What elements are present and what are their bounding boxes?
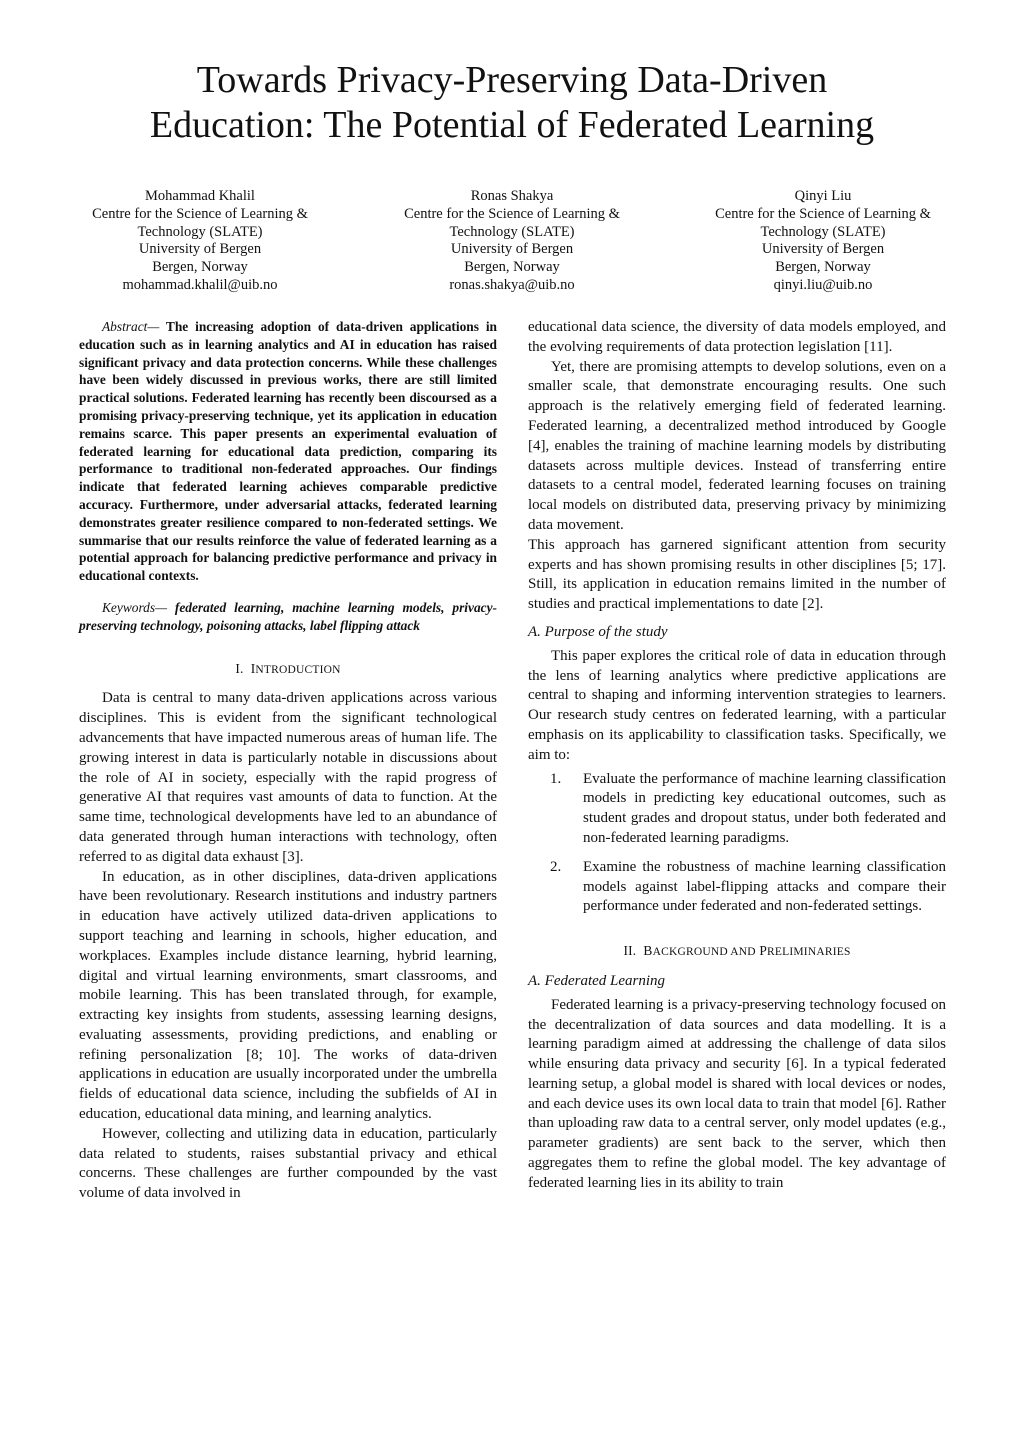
body-paragraph: However, collecting and utilizing data in education, particularly data related to students, raises substantial privacy and ethical concerns. These challenges are further compounded by the vast volume of data involved in: [79, 1125, 497, 1202]
author-university: University of Bergen: [450, 241, 574, 258]
subsection-heading-purpose: A. Purpose of the study: [528, 623, 668, 640]
section-title-rest: RELIMINARIES: [767, 946, 851, 959]
author-name: Qinyi Liu: [794, 188, 852, 204]
author-1: [60, 188, 340, 295]
keywords-text: federated learning, machine learning models, privacy-preserving technology, poisoning attacks, label flipping attack: [79, 599, 497, 633]
body-paragraph: Data is central to many data-driven applications across various disciplines. This is evident from the significant technological advancements that have impacted numerous areas of human life. The growing interest in data is particularly notable in discussions about the role of AI in society, especially with the rapid progress of generative AI that requires vast amounts of data to function. At the same time, technological developments have led to an abundance of data generated through human interactions with technology, often referred to as digital data exhaust [3].: [79, 690, 497, 865]
list-item: [528, 770, 946, 849]
right-column: [528, 318, 946, 1194]
section-title-initial: B: [643, 943, 653, 959]
author-2: [372, 188, 652, 295]
author-email[interactable]: ronas.shakya@uib.no: [449, 276, 575, 293]
title-line-2: Education: The Potential of Federated Learning: [149, 104, 875, 146]
author-university: University of Bergen: [761, 241, 885, 258]
list-item-text: Evaluate the performance of machine learning classification models in predicting key educational outcomes, such as student grades and dropout status, under both federated and non-federated learning paradigms.: [583, 770, 946, 846]
abstract-label: Abstract—: [102, 319, 160, 334]
section-title-rest: NTRODUCTION: [255, 663, 341, 676]
keywords: [79, 599, 497, 635]
title-line-1: Towards Privacy-Preserving Data-Driven: [196, 59, 828, 101]
section-title-initial: I: [250, 660, 256, 676]
section-title-rest: ACKGROUND AND: [652, 946, 756, 959]
body-paragraph: This paper explores the critical role of data in education through the lens of learning analytics where predictive applications are central to shaping and informing intervention strategies to learners. Our research study centres on federated learning, with a particular emphasis on its applicability to classification tasks. Specifically, we aim to:: [528, 647, 946, 763]
paper-title: [60, 58, 964, 148]
author-affiliation: Centre for the Science of Learning &: [92, 205, 308, 222]
author-name: Ronas Shakya: [470, 188, 554, 204]
body-paragraph: In education, as in other disciplines, data-driven applications have been revolutionary. Research institutions and industry partners in education have actively utilized data-driven applications to support teaching and learning in schools, higher education, and workplaces. Examples include distance learning, hybrid learning, digital and virtual learning environments, smart classrooms, and mobile learning. This has been translated through, for example, extracting key insights from students, assessing learning designs, evaluating assessments, providing predictions, and enabling or refining personalization [8; 10]. The works of data-driven applications in education are usually incorporated under the umbrella fields of educational data science, including the subfields of AI in education, educational data mining, and learning analytics.: [79, 868, 497, 1123]
list-number: 1.: [550, 770, 562, 787]
body-paragraph: Yet, there are promising attempts to develop solutions, even on a smaller scale, that demonstrate encouraging results. One such approach is the relatively emerging field of federated learning. Federated learning, a decentralized method introduced by Google [4], enables the training of machine learning models by distributing datasets across multiple devices. Instead of transferring entire datasets to a central model, federated learning focuses on training local models on distributed data, preserving privacy by minimizing data movement.: [528, 358, 946, 533]
author-affiliation: Technology (SLATE): [760, 223, 886, 240]
keywords-label: Keywords—: [102, 599, 167, 615]
author-affiliation: Technology (SLATE): [449, 223, 575, 240]
aims-list: [528, 770, 946, 918]
subsection-heading-federated: A. Federated Learning: [528, 972, 666, 989]
body-paragraph: educational data science, the diversity of data models employed, and the evolving requirements of data protection legislation [11].: [528, 319, 946, 355]
list-number: 2.: [550, 858, 562, 875]
list-item-text: Examine the robustness of machine learning classification models against label-flipping attacks and compare their performance under federated and non-federated settings.: [583, 858, 946, 915]
author-affiliation: Centre for the Science of Learning &: [404, 205, 620, 222]
body-paragraph: This approach has garnered significant attention from security experts and has shown promising results in other disciplines [5; 17]. Still, its application in education remains limited in the number of studies and practical implementations to date [2].: [528, 536, 946, 613]
author-name: Mohammad Khalil: [145, 188, 255, 204]
author-affiliation: Technology (SLATE): [137, 223, 263, 240]
author-location: Bergen, Norway: [464, 259, 560, 276]
left-column: [79, 318, 497, 1204]
section-number: II.: [623, 943, 637, 959]
author-university: University of Bergen: [138, 241, 262, 258]
section-heading-introduction: [79, 659, 497, 681]
author-email[interactable]: mohammad.khalil@uib.no: [122, 276, 278, 293]
abstract: [79, 318, 497, 585]
section-heading-background: [528, 941, 946, 963]
author-location: Bergen, Norway: [775, 259, 871, 276]
abstract-text: The increasing adoption of data-driven applications in education such as in learning analytics and AI in education has raised significant privacy and data protection concerns. While these challenges have been widely discussed in previous works, there are still limited practical solutions. Federated learning has recently been discoursed as a promising privacy-preserving technique, yet its application in education remains scarce. This paper presents an experimental evaluation of federated learning for educational data prediction, comparing its performance to traditional non-federated approaches. Our findings indicate that federated learning achieves comparable predictive accuracy. Furthermore, under adversarial attacks, federated learning demonstrates greater resilience compared to non-federated settings. We summarise that our results reinforce the value of federated learning as a potential approach for balancing predictive performance and privacy in educational contexts.: [79, 319, 497, 584]
author-3: [683, 188, 963, 295]
author-location: Bergen, Norway: [152, 259, 248, 276]
body-paragraph: Federated learning is a privacy-preserving technology focused on the decentralization of data sources and data modelling. It is a learning paradigm aimed at addressing the challenge of data silos while ensuring data privacy and security [6]. In a typical federated learning setup, a global model is shared with local devices or nodes, and each device uses its own local data to train that model [6]. Rather than uploading raw data to a central server, only model updates (e.g., parameter gradients) are sent back to the server, which then aggregates them to refine the global model. The key advantage of federated learning lies in its ability to train: [528, 996, 946, 1191]
author-email[interactable]: qinyi.liu@uib.no: [773, 276, 873, 293]
section-number: I.: [235, 660, 244, 676]
section-title-initial: P: [759, 943, 768, 959]
list-item: [528, 858, 946, 917]
author-affiliation: Centre for the Science of Learning &: [715, 205, 931, 222]
